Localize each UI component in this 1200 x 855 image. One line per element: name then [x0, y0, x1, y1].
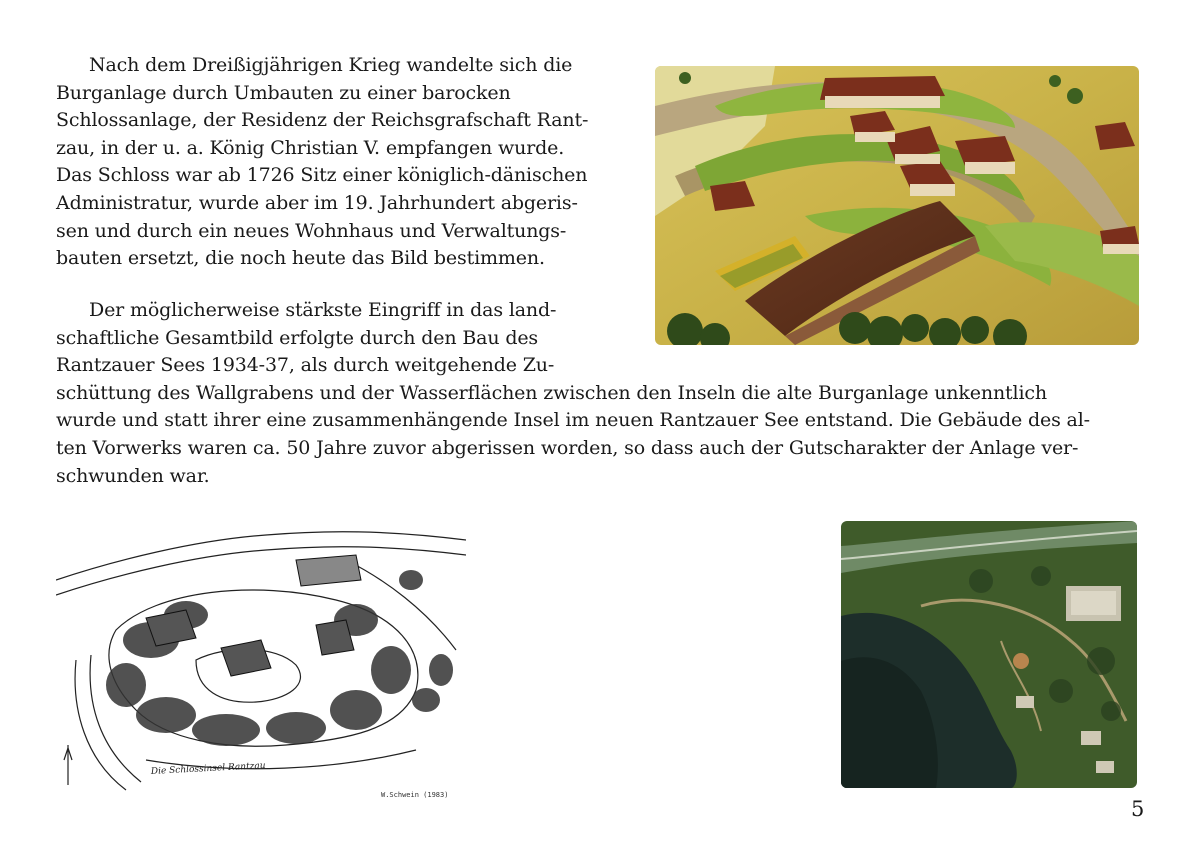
paragraph1-line: bauten ersetzt, die noch heute das Bild bestimmen. [56, 247, 545, 270]
model-photo [655, 66, 1139, 345]
paragraph2-line: schaftliche Gesamtbild erfolgte durch den Bau des [56, 326, 539, 349]
paragraph1-line: Administratur, wurde aber im 19. Jahrhundert abgeris- [56, 192, 578, 214]
paragraph2-line: Rantzauer Sees 1934-37, als durch weitgehende Zu- [56, 354, 555, 377]
paragraph1-line: Burganlage durch Umbauten zu einer barocken [56, 81, 511, 104]
sketch-caption: Die Schlossinsel Rantzau [150, 760, 266, 777]
sketch-signature: W.Schwein (1983) [381, 791, 449, 799]
paragraph1-line: Schlossanlage, der Residenz der Reichsgrafschaft Rant- [56, 109, 589, 132]
paragraph1-line: Nach dem Dreißigjährigen Krieg wandelte sich die [89, 54, 573, 76]
paragraph1-line: zau, in der u. a. König Christian V. empfangen wurde. [56, 136, 565, 159]
paragraph2-line: ten Vorwerks waren ca. 50 Jahre zuvor abgerissen worden, so dass auch der Gutscharakter der Anlage ver- [56, 437, 1079, 459]
sketch-drawing [56, 520, 466, 802]
paragraph1-line: sen und durch ein neues Wohnhaus und Verwaltungs- [56, 219, 567, 242]
aerial-photo [841, 521, 1137, 788]
paragraph2-line: Der möglicherweise stärkste Eingriff in das land- [89, 299, 557, 321]
page-number: 5 [1131, 797, 1145, 821]
paragraph1-line: Das Schloss war ab 1726 Sitz einer königlich-dänischen [56, 164, 588, 187]
paragraph2-line: wurde und statt ihrer eine zusammenhängende Insel im neuen Rantzauer See entstand. Die Gebäude des al- [56, 409, 1090, 432]
paragraph2-line: schüttung des Wallgrabens und der Wasserflächen zwischen den Inseln die alte Burganlage unkenntlich [56, 381, 1047, 404]
paragraph2-line: schwunden war. [56, 464, 210, 487]
